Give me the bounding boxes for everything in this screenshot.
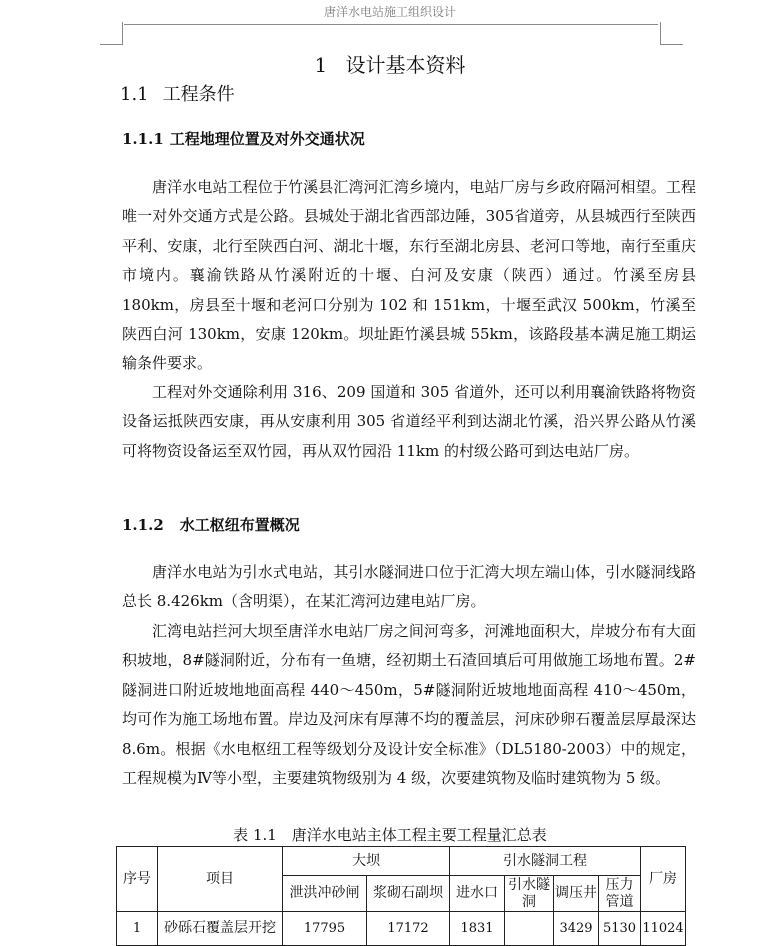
table-cell: 3429: [554, 912, 599, 946]
section-heading: [120, 80, 235, 106]
quantity-table: [116, 846, 686, 946]
table-cell: 砂砾石覆盖层开挖: [158, 912, 283, 946]
chapter-heading: [0, 49, 780, 78]
header-item: 项目: [158, 847, 283, 912]
table-caption: 表 1.1 唐洋水电站主体工程主要工程量汇总表: [233, 826, 547, 844]
section-title: 工程条件: [162, 84, 235, 105]
table-row: [117, 912, 686, 946]
section-number: 1.1: [120, 84, 149, 105]
subsection-number: 1.1.2: [122, 516, 164, 534]
margin-corner-right: [660, 22, 683, 45]
paragraph: 唐洋水电站为引水式电站，其引水隧洞进口位于汇湾大坝左端山体，引水隧洞线路总长 8.426km（含明渠），在某汇湾河边建电站厂房。: [122, 563, 696, 611]
header-sub: 泄洪冲砂闸: [283, 876, 367, 912]
margin-corner-left: [100, 22, 123, 45]
table-cell: 1: [117, 912, 158, 946]
header-factory: 厂房: [641, 847, 686, 912]
chapter-title: 设计基本资料: [345, 53, 466, 77]
table-cell: 5130: [599, 912, 641, 946]
table-cell: 1831: [450, 912, 505, 946]
header-seq: 序号: [117, 847, 158, 912]
header-sub: 压力管道: [599, 876, 641, 912]
table-cell: 11024: [641, 912, 686, 946]
subsection-title: 工程地理位置及对外交通状况: [169, 130, 365, 148]
paragraph: 工程对外交通除利用 316、209 国道和 305 省道外，还可以利用襄渝铁路将物资设备运抵陕西安康，再从安康利用 305 省道经平利到达湖北竹溪，沿兴界公路从竹溪可将物资设备运至双竹园，再从双竹园沿 11km 的村级公路可到达电站厂房。: [122, 383, 696, 460]
subsection-title: 水工枢纽布置概况: [179, 516, 300, 534]
paragraph: 唐洋水电站工程位于竹溪县汇湾河汇湾乡境内，电站厂房与乡政府隔河相望。工程唯一对外交通方式是公路。县城处于湖北省西部边陲，305省道旁，从县城西行至陕西平利、安康，北行至陕西白河、湖北十堰，东行至湖北房县、老河口等地，南行至重庆市境内。襄渝铁路从竹溪附近的十堰、白河及安康（陕西）通过。竹溪至房县 180km，房县至十堰和老河口分别为 102 和 151km，十堰至武汉 500km，竹溪至陕西白河 130km，安康 120km。坝址距竹溪县城 55km，该路段基本满足施工期运输条件要求。: [122, 178, 696, 373]
table-cell: 17795: [283, 912, 367, 946]
chapter-number: 1: [314, 53, 328, 77]
header-tunnel: 引水隧洞工程: [450, 847, 641, 876]
table-cell: 17172: [367, 912, 450, 946]
subsection-number: 1.1.1: [122, 130, 164, 148]
subsection-heading-2: [122, 514, 300, 535]
header-sub: 浆砌石副坝: [367, 876, 450, 912]
table-cell: [505, 912, 554, 946]
header-sub: 调压井: [554, 876, 599, 912]
paragraph: 汇湾电站拦河大坝至唐洋水电站厂房之间河弯多，河滩地面积大，岸坡分布有大面积坡地，8#隧洞附近，分布有一鱼塘，经初期土石渣回填后可用做施工场地布置。2#隧洞进口附近坡地地面高程 440～450m，5#隧洞附近坡地地面高程 410～450m，均可作为施工场地布置。岸边及河床有厚薄不均的覆盖层，河床砂卵石覆盖层厚最深达 8.6m。根据《水电枢纽工程等级划分及设计安全标准》（DL5180-2003）中的规定，工程规模为Ⅳ等小型，主要建筑物级别为 4 级，次要建筑物及临时建筑物为 5 级。: [122, 622, 696, 788]
header-sub: 引水隧洞: [505, 876, 554, 912]
header-rule: [124, 24, 658, 25]
header-dam: 大坝: [283, 847, 450, 876]
header-sub: 进水口: [450, 876, 505, 912]
subsection-heading-1: [122, 128, 365, 149]
page-header: 唐洋水电站施工组织设计: [323, 5, 456, 19]
